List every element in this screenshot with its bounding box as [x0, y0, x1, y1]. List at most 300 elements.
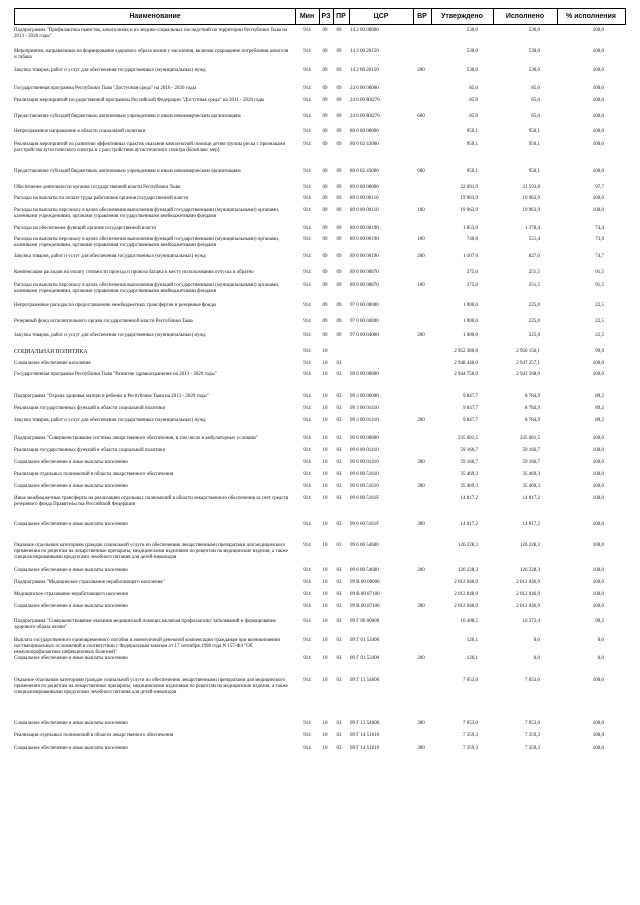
cell-utv: 14 817,2: [460, 522, 478, 527]
cell-name: Закупка товаров, работ и услуг для обеспечения государственных (муниципальных) нужд: [14, 254, 206, 259]
cell-rz: 09: [322, 333, 328, 338]
cell-name: Выплата государственного единовременного пособия и ежемесячной денежной компенсации гражданам при возникновении поствакцинальных осложнений в соответствии с Федеральным законом от 17 сентября 1998 года N 157-ФЗ "Об иммунопрофилактике инфекционных болезней": [14, 638, 281, 655]
cell-min: 914: [303, 28, 311, 33]
cell-utv: 1 000,0: [463, 319, 478, 324]
cell-pct: 89,2: [595, 406, 604, 411]
cell-csr: 89 0 00 00110: [350, 208, 379, 213]
cell-pr: 09: [336, 28, 342, 33]
cell-isp: 21 593,8: [522, 185, 540, 190]
cell-rz: 10: [322, 361, 328, 366]
cell-pr: 03: [336, 619, 342, 624]
cell-vr: 300: [417, 656, 425, 661]
cell-pct: 100,0: [592, 460, 604, 465]
cell-min: 914: [303, 49, 311, 54]
cell-csr: 24 0 00 R0270: [350, 114, 380, 119]
cell-vr: 300: [417, 746, 425, 751]
cell-pct: 89,2: [595, 418, 604, 423]
cell-pr: 03: [336, 484, 342, 489]
cell-utv: 7 053,0: [463, 721, 478, 726]
cell-pct: 22,5: [595, 333, 604, 338]
cell-name: Компенсация расходов на оплату стоимости проезда и провоза багажа к месту использования отпуска и обратно: [14, 270, 254, 275]
cell-pr: 03: [336, 604, 342, 609]
cell-pr: 03: [336, 460, 342, 465]
cell-rz: 10: [322, 448, 328, 453]
cell-pr: 03: [336, 472, 342, 477]
cell-pct: 100,0: [592, 98, 604, 103]
cell-utv: 1 107,0: [463, 254, 478, 259]
cell-isp: 2 012 046,9: [516, 592, 540, 597]
cell-pr: 03: [336, 361, 342, 366]
cell-pct: 100,0: [592, 568, 604, 573]
cell-name: Реализация мероприятий государственной программы Российской Федерации "Доступная среда" на 2011 - 2020 годы: [14, 98, 265, 103]
cell-rz: 09: [322, 283, 328, 288]
cell-min: 914: [303, 733, 311, 738]
cell-pct: 100,0: [592, 484, 604, 489]
cell-pct: 74,4: [595, 226, 604, 231]
cell-rz: 09: [322, 270, 328, 275]
cell-name: Оказание отдельным категориям граждан социальной услуги по обеспечению лекарственными препаратами для медицинского применения по рецептам на лекарственные препараты, медицинскими изделиями по рецептам на медицинские изделия, а также специализированными продуктами лечебного питания для детей-инвалидов: [14, 543, 288, 560]
cell-utv: 530,0: [466, 49, 478, 54]
cell-rz: 10: [322, 349, 328, 354]
cell-rz: 09: [322, 28, 328, 33]
cell-utv: 275,0: [466, 283, 478, 288]
cell-pr: 09: [336, 270, 342, 275]
cell-min: 914: [303, 580, 311, 585]
cell-utv: 85,0: [469, 98, 478, 103]
header-rz: РЗ: [319, 9, 334, 24]
cell-rz: 09: [322, 142, 328, 147]
cell-pr: 03: [336, 496, 342, 501]
header-name: Наименование: [15, 9, 296, 24]
cell-vr: 300: [417, 604, 425, 609]
cell-isp: 19 963,9: [522, 196, 540, 201]
cell-pct: 100,0: [592, 142, 604, 147]
cell-utv: 1 853,0: [463, 226, 478, 231]
cell-csr: 09 6 00 51610: [350, 484, 379, 489]
cell-isp: 7 053,0: [525, 721, 540, 726]
cell-name: Государственная программа Республики Тыва "Развитие здравоохранения на 2013 - 2020 годы": [14, 372, 217, 377]
cell-isp: 827,0: [528, 254, 540, 259]
cell-min: 914: [303, 496, 311, 501]
cell-pr: 03: [336, 746, 342, 751]
cell-rz: 10: [322, 592, 328, 597]
cell-isp: 0,0: [533, 656, 540, 661]
cell-pr: 03: [336, 406, 342, 411]
cell-pr: 03: [336, 733, 342, 738]
cell-name: Социальное обеспечение и иные выплаты населению: [14, 746, 128, 751]
cell-pct: 100,0: [592, 721, 604, 726]
cell-pct: 100,0: [592, 604, 604, 609]
cell-rz: 09: [322, 319, 328, 324]
cell-name: Расходы на выплаты по оплате труда работников органов государственной власти: [14, 196, 189, 201]
cell-rz: 10: [322, 746, 328, 751]
cell-pr: 03: [336, 394, 342, 399]
cell-pr: 09: [336, 98, 342, 103]
cell-utv: 275,0: [466, 270, 478, 275]
cell-min: 914: [303, 372, 311, 377]
cell-isp: 2 943 568,0: [516, 372, 540, 377]
cell-csr: 86 0 02 43000: [350, 142, 379, 147]
cell-rz: 09: [322, 226, 328, 231]
cell-name: Расходы на выплаты персоналу в целях обеспечения выполнения функций государственными (муниципальными) органами, казенными учреждениями, органами управления государственными внебюджетными фондами: [14, 237, 280, 248]
cell-pct: 73,9: [595, 237, 604, 242]
cell-pr: 03: [336, 592, 342, 597]
cell-csr: 89 0 00 00190: [350, 237, 379, 242]
cell-pct: 100,0: [592, 86, 604, 91]
cell-utv: 126,1: [466, 638, 478, 643]
cell-utv: 9 847,7: [463, 418, 478, 423]
cell-isp: 530,0: [528, 28, 540, 33]
cell-pct: 100,0: [592, 68, 604, 73]
cell-utv: 126 228,3: [458, 568, 478, 573]
cell-name: Социальное обеспечение и иные выплаты населению: [14, 721, 128, 726]
cell-name: Подпрограмма "Профилактика пьянства, алкоголизма и их медико-социальных последствий на территории Республики Тыва на 2013 - 2020 годы": [14, 28, 288, 39]
cell-pr: 09: [336, 237, 342, 242]
cell-csr: 89 0 00 00110: [350, 196, 379, 201]
cell-rz: 10: [322, 372, 328, 377]
cell-pct: 100,0: [592, 592, 604, 597]
cell-name: Закупка товаров, работ и услуг для обеспечения государственных (муниципальных) нужд: [14, 333, 206, 338]
cell-min: 914: [303, 303, 311, 308]
cell-pr: 03: [336, 543, 342, 548]
cell-rz: 09: [322, 237, 328, 242]
cell-name: Закупка товаров, работ и услуг для обеспечения государственных (муниципальных) нужд: [14, 68, 206, 73]
cell-pr: 03: [336, 448, 342, 453]
cell-csr: 89 0 00 00870: [350, 270, 379, 275]
cell-name: Расходы на обеспечение функций органов государственной власти: [14, 226, 157, 231]
cell-rz: 09: [322, 68, 328, 73]
cell-rz: 09: [322, 185, 328, 190]
cell-name: Обеспечение деятельности органов государственной власти Республики Тыва: [14, 185, 181, 190]
cell-csr: 09 6 00 54600: [350, 543, 379, 548]
cell-utv: 85,0: [469, 114, 478, 119]
cell-min: 914: [303, 656, 311, 661]
cell-csr: 09 6 00 01410: [350, 448, 379, 453]
cell-rz: 09: [322, 129, 328, 134]
cell-rz: 09: [322, 98, 328, 103]
cell-min: 914: [303, 638, 311, 643]
cell-csr: 09 6 00 54600: [350, 568, 379, 573]
cell-utv: 1 000,0: [463, 303, 478, 308]
cell-csr: 97 0 00 04000: [350, 319, 379, 324]
cell-name: Подпрограмма "Охрана здоровья матери и ребенка в Республике Тыва на 2013 - 2020 годы": [14, 394, 209, 399]
cell-csr: 89 0 00 00000: [350, 185, 379, 190]
cell-rz: 10: [322, 568, 328, 573]
cell-isp: 225,0: [528, 333, 540, 338]
cell-pct: 91,5: [595, 270, 604, 275]
cell-name: Подпрограмма "Совершенствование оказания медицинской помощи, включая профилактику заболеваний и формирование здорового образа жизни": [14, 619, 276, 630]
cell-isp: 1 378,4: [525, 226, 540, 231]
cell-pct: 22,5: [595, 303, 604, 308]
cell-min: 914: [303, 114, 311, 119]
cell-pr: 09: [336, 129, 342, 134]
cell-pct: 100,0: [592, 208, 604, 213]
cell-pr: 09: [336, 303, 342, 308]
cell-isp: 7 359,3: [525, 746, 540, 751]
header-pct: % исполнения: [566, 13, 616, 20]
cell-pct: 74,7: [595, 254, 604, 259]
cell-pct: 100,0: [592, 580, 604, 585]
cell-rz: 10: [322, 460, 328, 465]
cell-vr: 100: [417, 283, 425, 288]
cell-rz: 09: [322, 254, 328, 259]
cell-utv: 59 166,7: [460, 448, 478, 453]
cell-name: Закупка товаров, работ и услуг для обеспечения государственных (муниципальных) нужд: [14, 418, 206, 423]
cell-rz: 10: [322, 619, 328, 624]
cell-csr: 24 0 00 00000: [350, 86, 379, 91]
cell-csr: 09 Г 14 51610: [350, 746, 380, 751]
cell-csr: 09 Г 01 52400: [350, 656, 380, 661]
cell-name: СОЦИАЛЬНАЯ ПОЛИТИКА: [14, 349, 88, 355]
cell-name: Непрограммные расходы по предоставлению межбюджетных трансфертов и резервные фонды: [14, 303, 217, 308]
cell-name: Подпрограмма "Совершенствование системы лекарственного обеспечения, в том числе в амбулаторных условиях": [14, 436, 259, 441]
cell-vr: 300: [417, 721, 425, 726]
cell-min: 914: [303, 460, 311, 465]
cell-name: Социальное обеспечение и иные выплаты населению: [14, 604, 128, 609]
cell-rz: 09: [322, 196, 328, 201]
cell-csr: 97 0 00 00000: [350, 303, 379, 308]
cell-utv: 85,0: [469, 86, 478, 91]
cell-pr: 09: [336, 319, 342, 324]
cell-pr: 09: [336, 86, 342, 91]
cell-utv: 235 681,5: [458, 436, 478, 441]
cell-isp: 8 784,9: [525, 394, 540, 399]
cell-pct: 100,0: [592, 129, 604, 134]
cell-min: 914: [303, 129, 311, 134]
cell-rz: 10: [322, 436, 328, 441]
cell-pct: 100,0: [592, 28, 604, 33]
cell-rz: 09: [322, 86, 328, 91]
cell-rz: 10: [322, 496, 328, 501]
cell-isp: 59 166,7: [522, 448, 540, 453]
cell-min: 914: [303, 406, 311, 411]
cell-csr: 89 0 00 00190: [350, 226, 379, 231]
cell-csr: 14 2 00 20150: [350, 68, 379, 73]
cell-pct: 99,2: [595, 619, 604, 624]
cell-isp: 7 359,3: [525, 733, 540, 738]
cell-isp: 14 817,2: [522, 522, 540, 527]
cell-rz: 10: [322, 406, 328, 411]
cell-utv: 7 359,3: [463, 746, 478, 751]
cell-utv: 35 469,3: [460, 472, 478, 477]
cell-pr: 03: [336, 678, 342, 683]
cell-isp: 7 053,0: [525, 678, 540, 683]
cell-utv: 19 963,9: [460, 208, 478, 213]
cell-min: 914: [303, 185, 311, 190]
cell-isp: 16 372,4: [522, 619, 540, 624]
cell-csr: 09 В 00 87100: [350, 592, 380, 597]
cell-csr: 09 Г 00 00000: [350, 619, 380, 624]
cell-min: 914: [303, 543, 311, 548]
cell-min: 914: [303, 319, 311, 324]
cell-rz: 10: [322, 543, 328, 548]
cell-csr: 09 Г 14 51610: [350, 733, 380, 738]
cell-name: Государственная программа Республики Тыва "Доступная среда" на 2016 - 2020 годы: [14, 86, 196, 91]
cell-isp: 85,0: [531, 98, 540, 103]
cell-pr: 03: [336, 372, 342, 377]
cell-vr: 200: [417, 68, 425, 73]
cell-vr: 300: [417, 568, 425, 573]
cell-csr: 09 6 00 5161F: [350, 522, 380, 527]
cell-rz: 10: [322, 721, 328, 726]
cell-name: Медицинское страхование неработающего населения: [14, 592, 128, 597]
cell-rz: 10: [322, 604, 328, 609]
cell-pr: 03: [336, 436, 342, 441]
cell-utv: 2 948 446,0: [454, 361, 478, 366]
cell-pr: 09: [336, 254, 342, 259]
cell-pr: 09: [336, 114, 342, 119]
cell-csr: 09 3 00 01410: [350, 406, 379, 411]
cell-pct: 100,0: [592, 733, 604, 738]
cell-name: Социальное обеспечение и иные выплаты населению: [14, 568, 128, 573]
cell-name: Предоставление субсидий бюджетным, автономным учреждениям и иным некоммерческим организациям: [14, 169, 241, 174]
cell-name: Социальное обеспечение населения: [14, 361, 91, 366]
cell-utv: 950,1: [466, 129, 478, 134]
cell-pct: 100,0: [592, 114, 604, 119]
cell-utv: 16 498,5: [460, 619, 478, 624]
cell-utv: 35 469,3: [460, 484, 478, 489]
cell-pct: 100,0: [592, 746, 604, 751]
cell-pr: 09: [336, 196, 342, 201]
cell-rz: 09: [322, 49, 328, 54]
cell-pr: 09: [336, 169, 342, 174]
cell-min: 914: [303, 678, 311, 683]
cell-isp: 251,5: [528, 283, 540, 288]
cell-isp: 950,1: [528, 129, 540, 134]
cell-utv: 7 359,3: [463, 733, 478, 738]
cell-isp: 126 228,3: [520, 568, 540, 573]
cell-min: 914: [303, 68, 311, 73]
cell-min: 914: [303, 142, 311, 147]
cell-csr: 09 3 00 00000: [350, 394, 379, 399]
cell-pct: 100,0: [592, 678, 604, 683]
cell-pr: 03: [336, 721, 342, 726]
cell-rz: 09: [322, 114, 328, 119]
cell-rz: 10: [322, 678, 328, 683]
cell-isp: 14 817,2: [522, 496, 540, 501]
cell-pct: 100,0: [592, 448, 604, 453]
cell-name: Реализация государственных функций в области социальной политики: [14, 406, 166, 411]
cell-isp: 8 784,9: [525, 406, 540, 411]
cell-isp: 2 012 046,9: [516, 580, 540, 585]
cell-isp: 950,1: [528, 169, 540, 174]
cell-pct: 100,0: [592, 522, 604, 527]
cell-min: 914: [303, 333, 311, 338]
cell-rz: 10: [322, 733, 328, 738]
cell-min: 914: [303, 361, 311, 366]
cell-csr: 89 0 00 00190: [350, 254, 379, 259]
cell-name: Подпрограмма "Медицинское страхование неработающего населения": [14, 580, 165, 585]
header-utv: Утверждено: [431, 9, 494, 24]
cell-isp: 35 469,3: [522, 472, 540, 477]
cell-csr: 09 В 00 87100: [350, 604, 380, 609]
cell-csr: 97 0 00 04000: [350, 333, 379, 338]
cell-vr: 300: [417, 460, 425, 465]
cell-pr: 09: [336, 226, 342, 231]
cell-pr: 09: [336, 185, 342, 190]
cell-utv: 2 952 386,0: [454, 349, 478, 354]
cell-vr: 100: [417, 237, 425, 242]
cell-isp: 530,0: [528, 68, 540, 73]
cell-rz: 09: [322, 208, 328, 213]
cell-name: Реализация государственных функций в области социальной политики: [14, 448, 166, 453]
cell-pct: 89,2: [595, 394, 604, 399]
cell-min: 914: [303, 568, 311, 573]
cell-utv: 2 012 046,9: [454, 604, 478, 609]
cell-min: 914: [303, 237, 311, 242]
cell-name: Реализация мероприятий по развитию эффективных практик оказания комплексной помощи детям группы риска с признаками расстройства аутистического спектра и с расстройством аутистического спектра (Комплекс мер): [14, 142, 286, 153]
cell-isp: 59 166,7: [522, 460, 540, 465]
cell-pct: 0,0: [597, 638, 604, 643]
cell-vr: 100: [417, 208, 425, 213]
cell-name: Реализация отдельных полномочий в области лекарственного обеспечения: [14, 733, 174, 738]
cell-csr: 09 В 00 00000: [350, 580, 380, 585]
cell-pct: 91,5: [595, 283, 604, 288]
cell-vr: 600: [417, 114, 425, 119]
cell-min: 914: [303, 448, 311, 453]
cell-csr: 09 Г 01 52400: [350, 638, 380, 643]
cell-rz: 10: [322, 656, 328, 661]
cell-vr: 600: [417, 169, 425, 174]
cell-csr: 09 6 00 01410: [350, 460, 379, 465]
cell-name: Непрограммное направление в области социальной политики: [14, 129, 146, 134]
cell-min: 914: [303, 592, 311, 597]
cell-name: Мероприятия, направленные на формирование здорового образа жизни у населения, включая сокращение потребления алкоголя и табака: [14, 49, 289, 60]
cell-pct: 100,0: [592, 543, 604, 548]
table-header: [14, 8, 626, 25]
cell-pr: 09: [336, 283, 342, 288]
cell-min: 914: [303, 98, 311, 103]
cell-utv: 19 963,9: [460, 196, 478, 201]
cell-rz: 09: [322, 303, 328, 308]
cell-pct: 97,7: [595, 185, 604, 190]
cell-utv: 7 053,0: [463, 678, 478, 683]
cell-name: Иные межбюджетные трансферты на реализацию отдельных полномочий в области лекарственного обеспечения за счет средств резервного фонда Правительства Российской Федерации: [14, 496, 289, 507]
cell-isp: 530,0: [528, 49, 540, 54]
cell-isp: 235 681,5: [520, 436, 540, 441]
cell-isp: 225,0: [528, 319, 540, 324]
cell-utv: 950,1: [466, 169, 478, 174]
cell-min: 914: [303, 418, 311, 423]
cell-pr: 03: [336, 418, 342, 423]
cell-utv: 126,1: [466, 656, 478, 661]
cell-min: 914: [303, 208, 311, 213]
cell-csr: 24 0 00 R0270: [350, 98, 380, 103]
cell-min: 914: [303, 619, 311, 624]
cell-pr: 03: [336, 656, 342, 661]
cell-min: 914: [303, 86, 311, 91]
cell-isp: 0,0: [533, 638, 540, 643]
cell-vr: 200: [417, 254, 425, 259]
cell-pct: 100,0: [592, 361, 604, 366]
cell-rz: 10: [322, 580, 328, 585]
cell-csr: 14 2 00 00000: [350, 28, 379, 33]
cell-isp: 551,4: [528, 237, 540, 242]
cell-name: Социальное обеспечение и иные выплаты населению: [14, 656, 128, 661]
cell-vr: 200: [417, 418, 425, 423]
cell-vr: 200: [417, 333, 425, 338]
cell-rz: 10: [322, 394, 328, 399]
cell-pr: 09: [336, 208, 342, 213]
cell-name: Расходы на выплаты персоналу в целях обеспечения выполнения функций государственными (муниципальными) органами, казенными учреждениями, органами управления государственными внебюджетными фондами: [14, 208, 280, 219]
cell-rz: 10: [322, 484, 328, 489]
cell-pr: 09: [336, 49, 342, 54]
cell-rz: 10: [322, 638, 328, 643]
cell-utv: 22 091,9: [460, 185, 478, 190]
cell-vr: 300: [417, 484, 425, 489]
cell-isp: 2 947 257,1: [516, 361, 540, 366]
cell-min: 914: [303, 254, 311, 259]
